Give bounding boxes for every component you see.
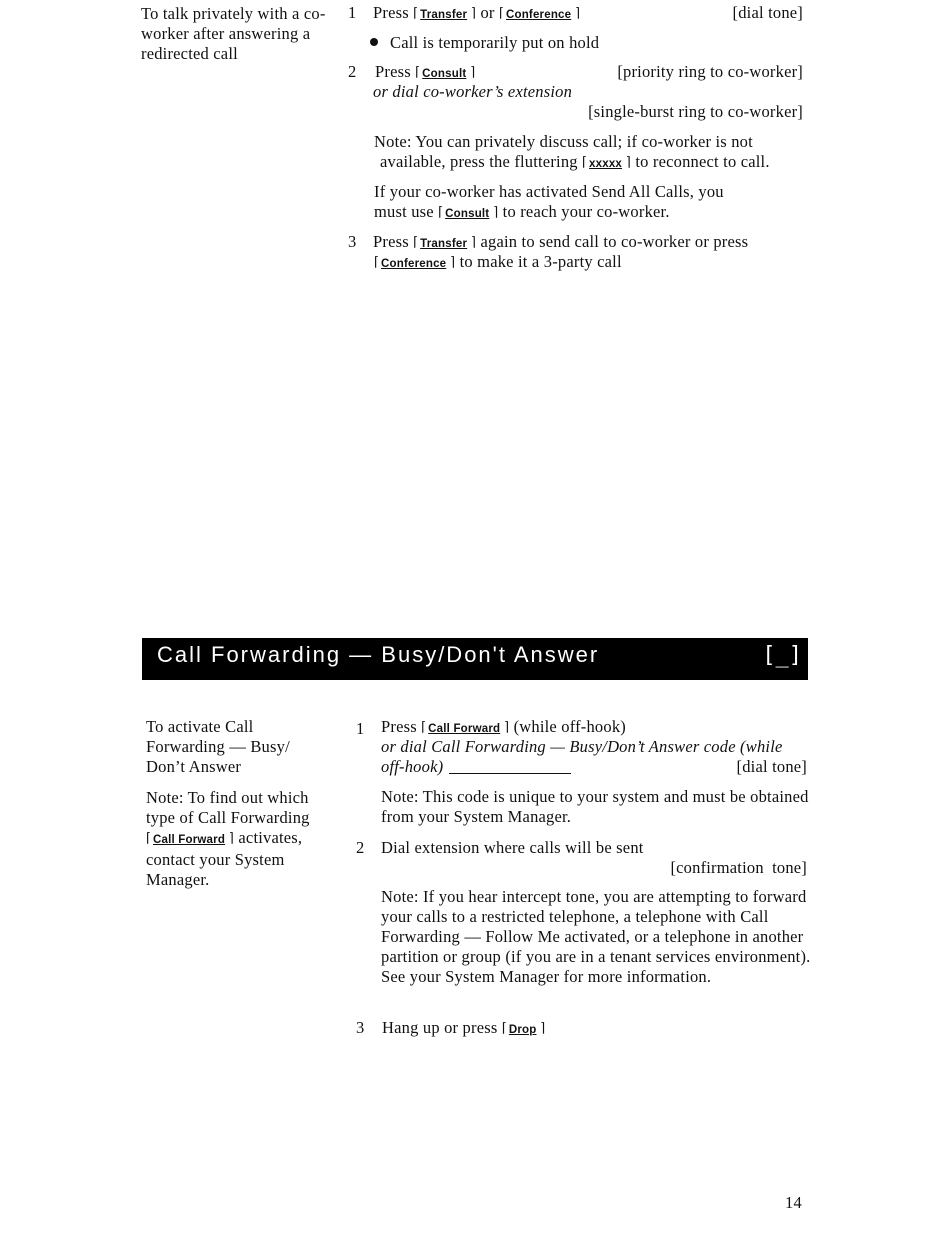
side-instruction-private-talk: To talk privately with a co-worker after answering a redirected call — [141, 4, 326, 63]
conference-key: ⌈ Conference ⌉ — [503, 5, 574, 25]
tone-label: [single-burst ring to co-worker] — [588, 102, 803, 121]
note-text: must use — [374, 202, 434, 221]
step-number: 2 — [348, 62, 357, 81]
consult-key: ⌈ Consult ⌉ — [442, 204, 492, 224]
code-blank-line — [449, 773, 571, 774]
step-text: (while off-hook) — [513, 717, 626, 736]
step-number: 3 — [348, 232, 357, 251]
step-text: Press — [373, 232, 409, 251]
step-1 — [373, 3, 803, 25]
step-number: 2 — [356, 838, 365, 857]
step-3 — [382, 1018, 545, 1040]
transfer-key: ⌈ Transfer ⌉ — [417, 5, 470, 25]
drop-key: ⌈ Drop ⌉ — [506, 1020, 540, 1040]
note-line: If your co-worker has activated Send All Calls, you — [374, 182, 724, 201]
step-text: Press — [381, 717, 417, 736]
side-note — [146, 788, 328, 890]
note: Note: This code is unique to your system and must be obtained from your System Manager. — [381, 787, 809, 826]
conference-key: ⌈ Conference ⌉ — [378, 254, 449, 274]
section-title: Call Forwarding — Busy/Don't Answer — [157, 642, 600, 667]
fluttering-key: ⌈ xxxxx ⌉ — [586, 154, 625, 174]
tone-label: [dial tone] — [732, 3, 803, 22]
step-text: off-hook) — [381, 757, 444, 776]
tone-label: [confirmation tone] — [670, 858, 807, 877]
step-3 — [373, 232, 813, 254]
step-number: 3 — [356, 1018, 365, 1037]
transfer-key: ⌈ Transfer ⌉ — [417, 234, 470, 254]
call-forward-key: ⌈ Call Forward ⌉ — [150, 830, 228, 850]
step-text: Press — [375, 62, 411, 81]
step-text: again to send call to co-worker or press — [480, 232, 749, 251]
step-number: 1 — [348, 3, 357, 22]
step-text: or — [480, 3, 495, 22]
step-number: 1 — [356, 719, 365, 738]
note: Note: If you hear intercept tone, you are attempting to forward your calls to a restricted telephone, a telephone with Call Forwarding — Follow Me activated, or a telephone in another partition or group (if you are in a tenant services environment). See your System Manager for more information. — [381, 887, 811, 986]
step-alternative: or dial Call Forwarding — Busy/Don’t Answer code (while — [381, 737, 783, 756]
note-line — [374, 202, 814, 224]
tone-label: [priority ring to co-worker] — [617, 62, 803, 81]
call-forward-key: ⌈ Call Forward ⌉ — [425, 719, 503, 739]
section-banner — [142, 638, 808, 680]
step-3-continued — [373, 252, 813, 274]
bullet-item — [370, 33, 599, 53]
page-number: 14 — [785, 1193, 802, 1212]
step-text: Hang up or press — [382, 1018, 498, 1037]
note-text: to reach your co-worker. — [502, 202, 670, 221]
step-2: Dial extension where calls will be sent — [381, 838, 644, 857]
note-line: Note: You can privately discuss call; if co-worker is not — [374, 132, 753, 151]
step-alternative: or dial co-worker’s extension — [373, 82, 573, 101]
step-text: to make it a 3-party call — [459, 252, 622, 271]
note-line — [380, 152, 820, 174]
note-text: Note: To find out which type of Call Forwarding — [146, 788, 310, 827]
step-text: Press — [373, 3, 409, 22]
note-text: available, press the fluttering — [380, 152, 578, 171]
side-instruction-title: To activate Call Forwarding — Busy/ Don’t Answer — [146, 717, 290, 776]
bullet-text: Call is temporarily put on hold — [390, 33, 600, 52]
step-2 — [375, 62, 803, 84]
note-text: activates, contact your System Manager. — [146, 828, 303, 889]
feature-button-icon: [_] — [762, 643, 802, 668]
consult-key: ⌈ Consult ⌉ — [419, 64, 469, 84]
step-1 — [381, 717, 811, 739]
note-text: to reconnect to call. — [635, 152, 770, 171]
tone-label: [dial tone] — [736, 757, 807, 776]
step-alternative-line — [381, 757, 807, 777]
bullet-icon — [370, 38, 378, 46]
